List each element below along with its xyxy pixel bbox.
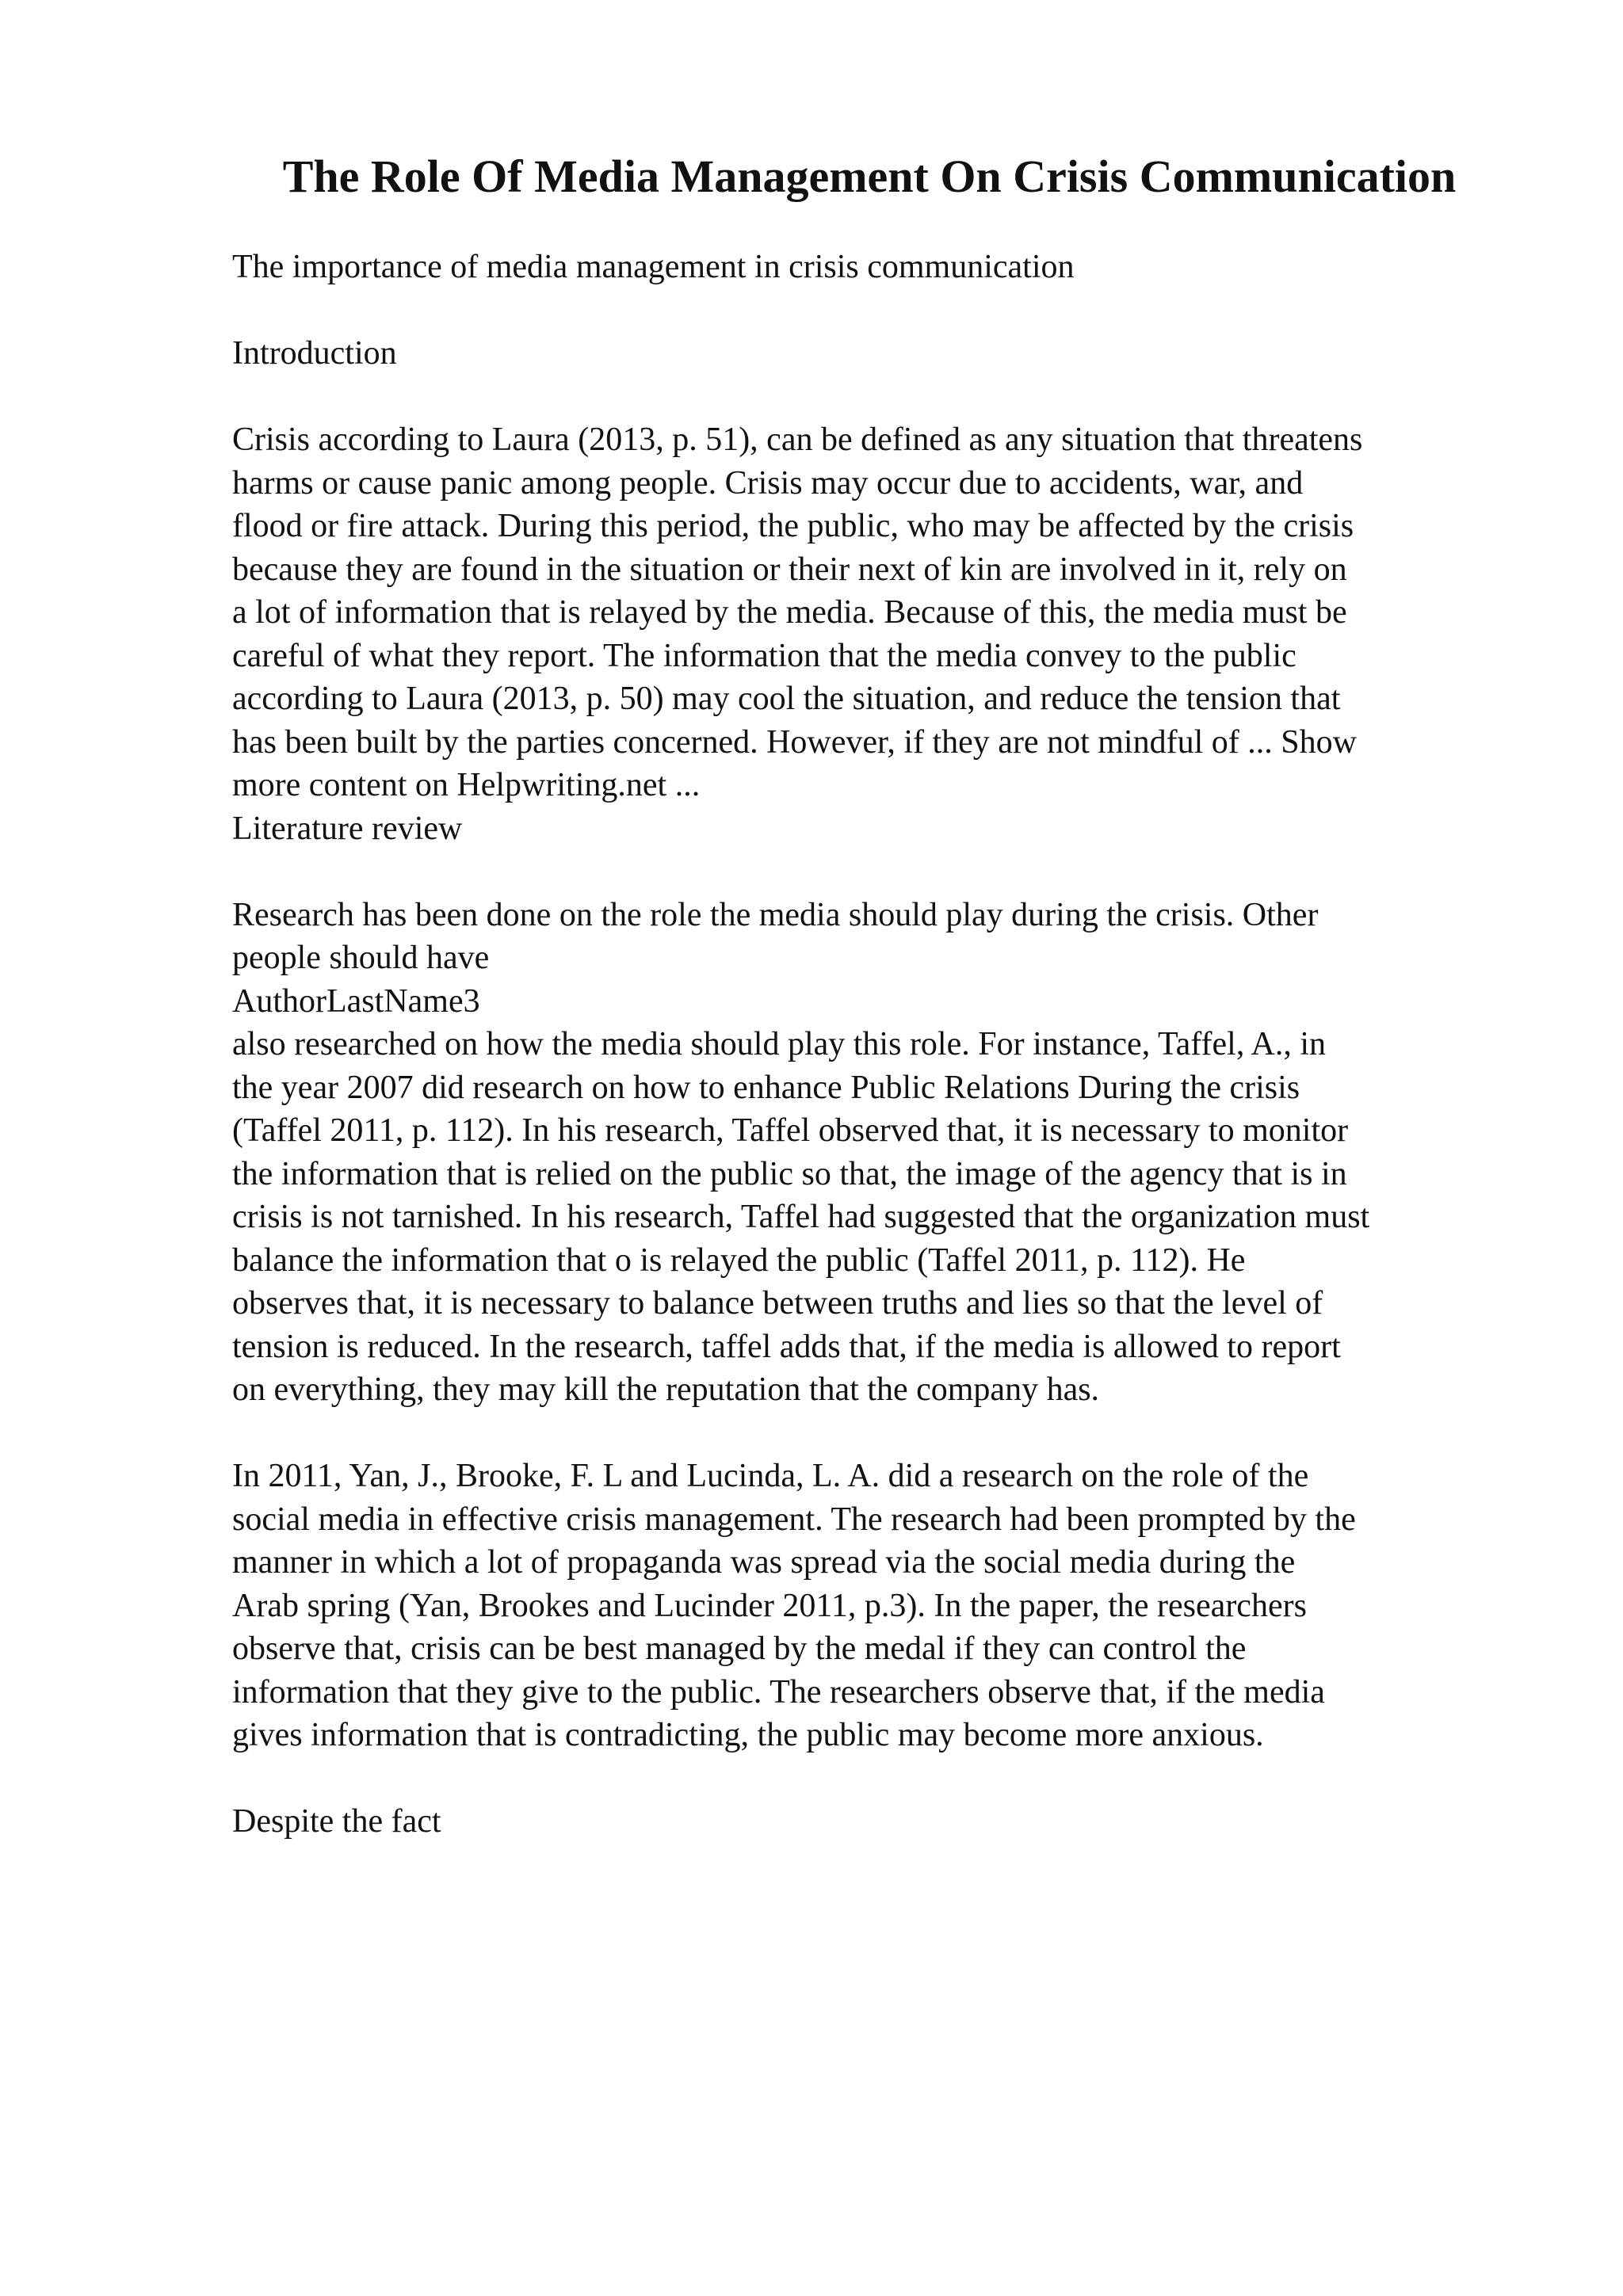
blank-line	[232, 850, 1516, 894]
text-line: Arab spring (Yan, Brookes and Lucinder 2011, p.3). In the paper, the researchers	[232, 1587, 1307, 1624]
text-line: balance the information that o is relayed the public (Taffel 2011, p. 112). He	[232, 1241, 1246, 1279]
text-line: In 2011, Yan, J., Brooke, F. L and Lucinda, L. A. did a research on the role of the	[232, 1458, 1309, 1494]
text-line: according to Laura (2013, p. 50) may cool the situation, and reduce the tension that	[232, 681, 1341, 717]
text-line: Research has been done on the role the media should play during the crisis. Other	[232, 896, 1319, 933]
text-line: the year 2007 did research on how to enhance Public Relations During the crisis	[232, 1069, 1300, 1106]
text-line: observes that, it is necessary to balance between truths and lies so that the level of	[232, 1285, 1323, 1322]
text-line: a lot of information that is relayed by the media. Because of this, the media must be	[232, 594, 1347, 631]
blank-line	[232, 1757, 1516, 1801]
text-line: manner in which a lot of propaganda was spread via the social media during the	[232, 1544, 1296, 1581]
section-heading-introduction: Introduction	[232, 335, 397, 372]
text-line: Despite the fact	[232, 1803, 441, 1840]
section-heading-literature-review: Literature review	[232, 810, 463, 847]
text-line: observe that, crisis can be best managed by the medal if they can control the	[232, 1630, 1247, 1667]
text-line: flood or fire attack. During this period, the public, who may be affected by the crisis	[232, 508, 1354, 544]
blank-line	[232, 376, 1516, 419]
text-line: because they are found in the situation or their next of kin are involved in it, rely on	[232, 551, 1347, 588]
text-line: also researched on how the media should play this role. For instance, Taffel, A., in	[232, 1026, 1327, 1062]
document-body	[232, 246, 1516, 1844]
text-line: people should have	[232, 940, 490, 976]
text-line: gives information that is contradicting, the public may become more anxious.	[232, 1717, 1264, 1753]
text-line: the information that is relied on the public so that, the image of the agency that is in	[232, 1155, 1347, 1192]
document-title: The Role Of Media Management On Crisis Communication	[282, 151, 1457, 202]
blank-line	[232, 289, 1516, 333]
blank-line	[232, 1412, 1516, 1455]
text-line: careful of what they report. The information that the media convey to the public	[232, 637, 1296, 674]
text-line: (Taffel 2011, p. 112). In his research, Taffel observed that, it is necessary to monitor	[232, 1112, 1349, 1149]
text-line: social media in effective crisis management. The research had been prompted by the	[232, 1501, 1356, 1538]
text-line: The importance of media management in crisis communication	[232, 249, 1075, 285]
text-line: has been built by the parties concerned. However, if they are not mindful of ... Show	[232, 723, 1357, 761]
text-line: on everything, they may kill the reputation that the company has.	[232, 1371, 1100, 1408]
text-line: crisis is not tarnished. In his research, Taffel had suggested that the organization must	[232, 1199, 1370, 1235]
text-line: more content on Helpwriting.net ...	[232, 767, 701, 803]
text-line: Crisis according to Laura (2013, p. 51), can be defined as any situation that threatens	[232, 421, 1363, 458]
text-line: tension is reduced. In the research, taffel adds that, if the media is allowed to report	[232, 1328, 1341, 1365]
text-line: information that they give to the public. The researchers observe that, if the media	[232, 1673, 1325, 1711]
running-header: AuthorLastName3	[232, 982, 480, 1020]
text-line: harms or cause panic among people. Crisis may occur due to accidents, war, and	[232, 464, 1304, 502]
